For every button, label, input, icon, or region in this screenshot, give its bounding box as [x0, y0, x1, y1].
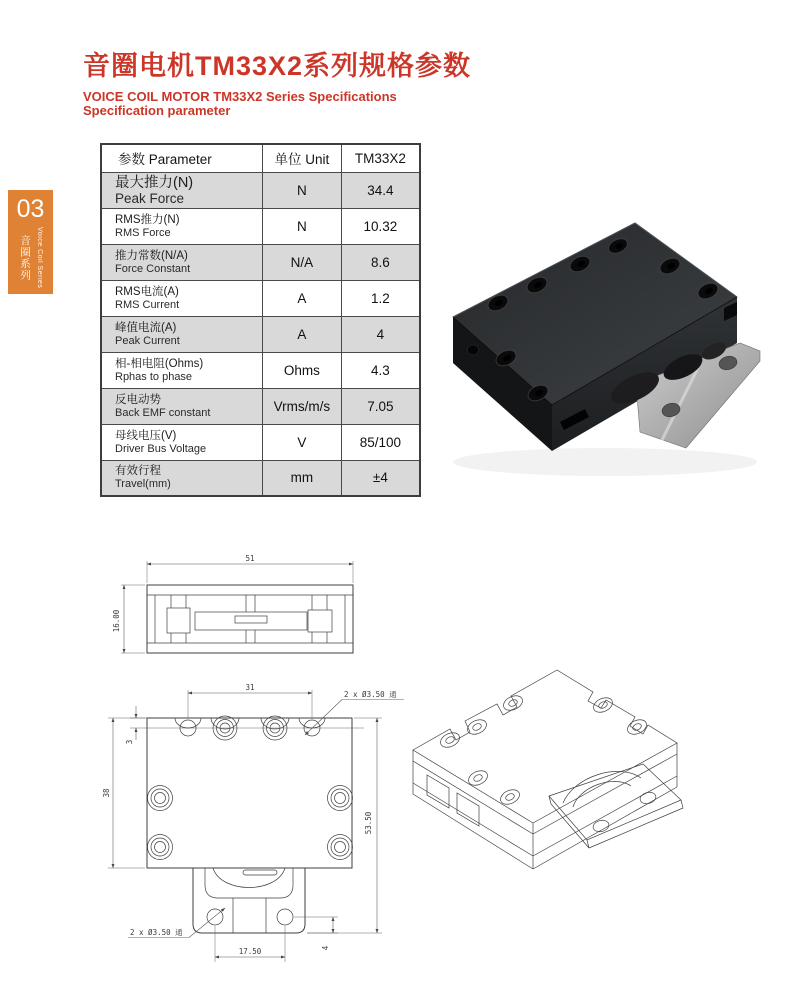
param-cn: 反电动势	[115, 393, 161, 406]
param-unit: A	[263, 280, 342, 316]
param-cn: 母线电压(V)	[115, 429, 177, 442]
param-unit: mm	[263, 460, 342, 496]
side-tab-label-en: Voice Coil Series	[36, 227, 43, 289]
param-en: RMS Force	[115, 226, 171, 239]
dim-label-edge-offset: 3	[125, 739, 134, 745]
param-en: Force Constant	[115, 262, 191, 275]
param-value: 34.4	[341, 172, 420, 208]
param-cn: 推力常数(N/A)	[115, 249, 188, 262]
param-en: Rphas to phase	[115, 370, 193, 383]
hole-note-bottom: 2 x Ø3.50 通	[130, 928, 183, 937]
front-view-drawing	[105, 545, 375, 660]
side-tab-number: 03	[16, 195, 45, 223]
col-header-unit: 单位 Unit	[263, 144, 342, 172]
param-en: Driver Bus Voltage	[115, 442, 207, 455]
dim-label-hole-pitch: 31	[245, 683, 255, 692]
param-unit: N/A	[263, 244, 342, 280]
param-unit: Ohms	[263, 352, 342, 388]
param-cn: RMS电流(A)	[115, 285, 179, 298]
table-row	[101, 208, 420, 244]
param-unit: V	[263, 424, 342, 460]
page-title: 音圈电机TM33X2系列规格参数	[83, 51, 472, 81]
iso-body	[413, 670, 677, 869]
table-row	[101, 424, 420, 460]
dim-label-width: 51	[245, 554, 255, 563]
table-row	[101, 316, 420, 352]
spec-table-header-row	[101, 144, 420, 172]
table-row	[101, 388, 420, 424]
product-photo	[440, 200, 800, 500]
side-tab-labels	[8, 226, 53, 290]
spec-table	[100, 143, 421, 497]
table-row	[101, 244, 420, 280]
param-cn: 有效行程	[115, 465, 161, 478]
param-unit: N	[263, 208, 342, 244]
hole-note-top: 2 x Ø3.50 通	[344, 690, 397, 699]
param-unit: A	[263, 316, 342, 352]
side-tab-label-cn: 音圈系列	[19, 235, 31, 281]
param-cn: 峰值电流(A)	[115, 321, 177, 334]
col-header-model: TM33X2	[341, 144, 420, 172]
top-view-drawing	[92, 670, 407, 980]
param-value: 7.05	[341, 388, 420, 424]
dim-label-body-width: 38	[102, 788, 111, 798]
table-row	[101, 352, 420, 388]
side-tab-voice-coil-series	[8, 190, 53, 294]
dim-label-overall-length: 53.50	[364, 811, 373, 835]
front-view-geometry	[147, 585, 353, 653]
subtitle-line2: Specification parameter	[83, 102, 231, 118]
param-cn: 相-相电阻(Ohms)	[115, 357, 204, 370]
top-view-geometry	[130, 716, 364, 933]
table-row	[101, 460, 420, 496]
front-view-dimensions	[112, 554, 353, 653]
param-unit: Vrms/m/s	[263, 388, 342, 424]
param-value: 8.6	[341, 244, 420, 280]
param-en: Peak Force	[115, 190, 185, 206]
param-en: Back EMF constant	[115, 406, 211, 419]
param-en: Peak Current	[115, 334, 180, 347]
param-value: ±4	[341, 460, 420, 496]
param-en: RMS Current	[115, 298, 180, 311]
page-header	[83, 44, 471, 117]
photo-shadow	[453, 448, 757, 476]
param-value: 4.3	[341, 352, 420, 388]
isometric-drawing	[403, 643, 703, 888]
param-value: 4	[341, 316, 420, 352]
param-cn: 最大推力(N)	[115, 174, 194, 191]
param-value: 85/100	[341, 424, 420, 460]
param-value: 10.32	[341, 208, 420, 244]
param-unit: N	[263, 172, 342, 208]
dim-label-bracket-edge-offset: 4	[321, 945, 330, 951]
table-row	[101, 280, 420, 316]
param-en: Travel(mm)	[115, 478, 171, 491]
col-header-parameter: 参数 Parameter	[101, 144, 263, 172]
param-cn: RMS推力(N)	[115, 213, 180, 226]
subtitle-line1: VOICE COIL MOTOR TM33X2 Series Specifications	[83, 89, 397, 104]
dim-label-bracket-hole-pitch: 17.50	[238, 947, 262, 956]
param-value: 1.2	[341, 280, 420, 316]
table-row	[101, 172, 420, 208]
dim-label-height: 16.00	[112, 609, 121, 633]
side-hole	[468, 345, 479, 355]
